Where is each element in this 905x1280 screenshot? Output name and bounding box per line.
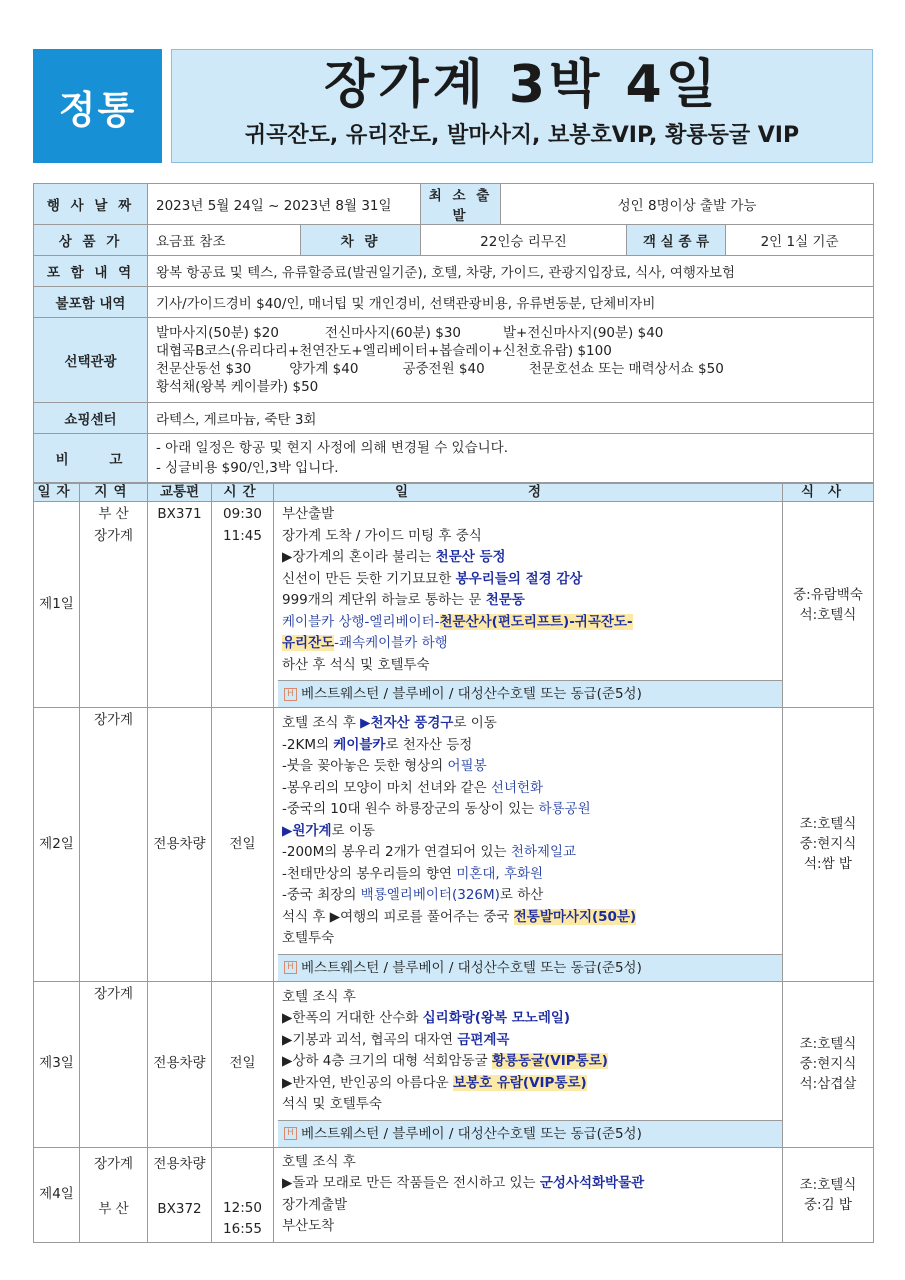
day-transport: BX371 bbox=[148, 502, 212, 708]
opt3b: 양가계 $40 bbox=[289, 361, 359, 377]
note-line-2: - 싱글비용 $90/인,3박 입니다. bbox=[156, 460, 339, 476]
opt1c: 발+전신마사지(90분) $40 bbox=[503, 325, 664, 341]
info-row-period bbox=[34, 184, 874, 225]
plan-line: 장가계 도착 / 가이드 미팅 후 중식 bbox=[282, 527, 482, 544]
plan-line: ▶상하 4층 크기의 대형 석회암동굴 황룡동굴(VIP통로) bbox=[282, 1053, 608, 1069]
area-text: 부 산 bbox=[98, 506, 129, 522]
opt1b: 전신마사지(60분) $30 bbox=[324, 325, 462, 341]
col-area: 지역 bbox=[80, 484, 148, 502]
title-banner bbox=[171, 49, 873, 163]
plan-line: 신선이 만든 듯한 기기묘묘한 봉우리들의 절경 감상 bbox=[282, 570, 583, 587]
day-time bbox=[212, 502, 274, 708]
opt-label: 선택관광 bbox=[34, 318, 148, 403]
incl-value: 왕복 항공료 및 텍스, 유류할증료(발권일기준), 호텔, 차량, 가이드, 관광지입장료, 식사, 여행자보험 bbox=[148, 256, 874, 287]
plan-line: -봉우리의 모양이 마치 선녀와 같은 선녀헌화 bbox=[282, 779, 544, 796]
day-plan bbox=[274, 981, 783, 1147]
trans-text: 전용차량 bbox=[153, 1155, 206, 1172]
day-row bbox=[34, 1147, 874, 1242]
day-meal: 조:호텔식 중:현지식 석:쌈 밥 bbox=[783, 708, 874, 982]
day-transport bbox=[148, 1147, 212, 1242]
day-row bbox=[34, 708, 874, 982]
day-area bbox=[80, 502, 148, 708]
day-area bbox=[80, 1147, 148, 1242]
day-label: 제3일 bbox=[34, 981, 80, 1147]
info-table bbox=[33, 183, 874, 483]
hotel-icon: H bbox=[284, 961, 297, 974]
time-text: 12:50 bbox=[223, 1199, 262, 1216]
plan-line: 유리잔도-쾌속케이블카 하행 bbox=[282, 635, 448, 651]
plan-line: 석식 및 호텔투숙 bbox=[282, 1096, 382, 1112]
plan-line: -붓을 꽂아놓은 듯한 형상의 어필봉 bbox=[282, 758, 487, 774]
area-text: 장가계 bbox=[93, 1155, 134, 1172]
opt-value bbox=[148, 318, 874, 403]
plan-line: 호텔투숙 bbox=[282, 930, 335, 946]
vehicle-label: 차 량 bbox=[301, 225, 421, 256]
day-row bbox=[34, 502, 874, 708]
info-row-note bbox=[34, 434, 874, 483]
day-time: 전일 bbox=[212, 708, 274, 982]
time-text: 11:45 bbox=[223, 527, 262, 544]
plan-line: -2KM의 케이블카로 천자산 등정 bbox=[282, 736, 473, 753]
col-plan: 일정 bbox=[274, 484, 783, 502]
info-row-excluded bbox=[34, 287, 874, 318]
note-label: 비 고 bbox=[34, 434, 148, 483]
plan-line: 부산도착 bbox=[282, 1218, 335, 1234]
day-area: 장가계 bbox=[80, 708, 148, 982]
info-row-options bbox=[34, 318, 874, 403]
time-text: 16:55 bbox=[223, 1220, 262, 1237]
plan-line: 케이블카 상행-엘리베이터-천문산사(편도리프트)-귀곡잔도- bbox=[282, 613, 633, 630]
plan-line: ▶한폭의 거대한 산수화 십리화랑(왕복 모노레일) bbox=[282, 1010, 571, 1026]
day-plan bbox=[274, 708, 783, 982]
plan-line: -200M의 봉우리 2개가 연결되어 있는 천하제일교 bbox=[282, 844, 577, 860]
period-value: 2023년 5월 24일 ~ 2023년 8월 31일 bbox=[148, 184, 421, 225]
plan-line: 장가계출발 bbox=[282, 1196, 348, 1213]
price-value: 요금표 참조 bbox=[148, 225, 301, 256]
hotel-icon: H bbox=[284, 688, 297, 701]
note-value bbox=[148, 434, 874, 483]
min-label: 최 소 출 발 bbox=[421, 184, 501, 225]
info-row-shopping bbox=[34, 403, 874, 434]
opt4: 황석채(왕복 케이블카) $50 bbox=[156, 379, 319, 395]
vehicle-value: 22인승 리무진 bbox=[421, 225, 627, 256]
itinerary-header bbox=[34, 484, 874, 502]
hotel-text: 베스트웨스턴 / 블루베이 / 대성산수호텔 또는 동급(준5성) bbox=[301, 686, 642, 702]
plan-line: ▶원가계로 이동 bbox=[282, 822, 375, 839]
plan-line: 하산 후 석식 및 호텔투숙 bbox=[282, 656, 430, 673]
plan-line: ▶돌과 모래로 만든 작품들은 전시하고 있는 군성사석화박물관 bbox=[282, 1175, 645, 1191]
info-row-price bbox=[34, 225, 874, 256]
time-text: 09:30 bbox=[223, 506, 262, 522]
day-meal: 중:유람백숙 석:호텔식 bbox=[783, 502, 874, 708]
page-subtitle: 귀곡잔도, 유리잔도, 발마사지, 보봉호VIP, 황룡동굴 VIP bbox=[244, 123, 800, 148]
shop-label: 쇼핑센터 bbox=[34, 403, 148, 434]
info-row-included bbox=[34, 256, 874, 287]
area-text: 장가계 bbox=[93, 527, 134, 544]
excl-value: 기사/가이드경비 $40/인, 매너팁 및 개인경비, 선택관광비용, 유류변동분, 단체비자비 bbox=[148, 287, 874, 318]
opt2: 대협곡B코스(유리다리+천연잔도+엘리베이터+봅슬레이+신천호유람) $100 bbox=[156, 343, 612, 359]
opt3a: 천문산동선 $30 bbox=[156, 361, 252, 377]
hotel-bar bbox=[278, 1120, 782, 1147]
col-trans: 교통편 bbox=[148, 484, 212, 502]
hotel-text: 베스트웨스턴 / 블루베이 / 대성산수호텔 또는 동급(준5성) bbox=[301, 959, 642, 976]
day-transport: 전용차량 bbox=[148, 708, 212, 982]
day-meal: 조:호텔식 중:김 밥 bbox=[783, 1147, 874, 1242]
min-value: 성인 8명이상 출발 가능 bbox=[501, 184, 874, 225]
day-label: 제4일 bbox=[34, 1147, 80, 1242]
plan-line: 호텔 조식 후 ▶천자산 풍경구로 이동 bbox=[282, 715, 497, 731]
opt1a: 발마사지(50분) $20 bbox=[156, 325, 279, 341]
col-time: 시간 bbox=[212, 484, 274, 502]
day-label: 제2일 bbox=[34, 708, 80, 982]
area-text: 부 산 bbox=[98, 1200, 129, 1217]
plan-line: 호텔 조식 후 bbox=[282, 988, 356, 1005]
opt3c: 공중전원 $40 bbox=[402, 361, 485, 377]
incl-label: 포 함 내 역 bbox=[34, 256, 148, 287]
trans-text: BX372 bbox=[157, 1200, 202, 1217]
plan-line: 999개의 계단위 하늘로 통하는 문 천문동 bbox=[282, 592, 525, 608]
plan-line: 호텔 조식 후 bbox=[282, 1153, 356, 1170]
plan-line: ▶기봉과 괴석, 협곡의 대자연 금편계곡 bbox=[282, 1031, 510, 1048]
plan-line: 부산출발 bbox=[282, 506, 335, 522]
hotel-icon: H bbox=[284, 1127, 297, 1140]
plan-line: -천태만상의 봉우리들의 향연 미혼대, 후화원 bbox=[282, 865, 544, 882]
col-meal: 식사 bbox=[783, 484, 874, 502]
day-plan bbox=[274, 1147, 783, 1242]
day-meal: 조:호텔식 중:현지식 석:삼겹살 bbox=[783, 981, 874, 1147]
day-label: 제1일 bbox=[34, 502, 80, 708]
plan-line: -중국의 10대 원수 하룡장군의 동상이 있는 하룡공원 bbox=[282, 801, 591, 817]
day-time: 전일 bbox=[212, 981, 274, 1147]
itinerary-table bbox=[33, 483, 874, 1243]
brand-badge: 정통 bbox=[33, 49, 162, 163]
price-label: 상 품 가 bbox=[34, 225, 148, 256]
plan-line: ▶반자연, 반인공의 아름다운 보봉호 유람(VIP통로) bbox=[282, 1074, 587, 1091]
plan-line: 석식 후 ▶여행의 피로를 풀어주는 중국 전통발마사지(50분) bbox=[282, 908, 637, 925]
opt3d: 천문호선쇼 또는 매력상서쇼 $50 bbox=[528, 361, 724, 377]
day-time bbox=[212, 1147, 274, 1242]
excl-label: 불포함 내역 bbox=[34, 287, 148, 318]
period-label: 행 사 날 짜 bbox=[34, 184, 148, 225]
shop-value: 라텍스, 게르마늄, 죽탄 3회 bbox=[148, 403, 874, 434]
room-label: 객 실 종 류 bbox=[627, 225, 726, 256]
room-value: 2인 1실 기준 bbox=[726, 225, 874, 256]
col-day: 일자 bbox=[34, 484, 80, 502]
plan-line: ▶장가계의 혼이라 불리는 천문산 등정 bbox=[282, 549, 506, 565]
day-transport: 전용차량 bbox=[148, 981, 212, 1147]
plan-line: -중국 최장의 백룡엘리베이터(326M)로 하산 bbox=[282, 887, 544, 903]
day-area: 장가계 bbox=[80, 981, 148, 1147]
note-line-1: - 아래 일정은 항공 및 현지 사정에 의해 변경될 수 있습니다. bbox=[156, 440, 509, 456]
hotel-bar bbox=[278, 680, 782, 707]
hotel-text: 베스트웨스턴 / 블루베이 / 대성산수호텔 또는 동급(준5성) bbox=[301, 1125, 642, 1142]
hotel-bar bbox=[278, 954, 782, 981]
page-title: 장가계 3박 4일 bbox=[324, 55, 720, 115]
day-plan bbox=[274, 502, 783, 708]
day-row bbox=[34, 981, 874, 1147]
